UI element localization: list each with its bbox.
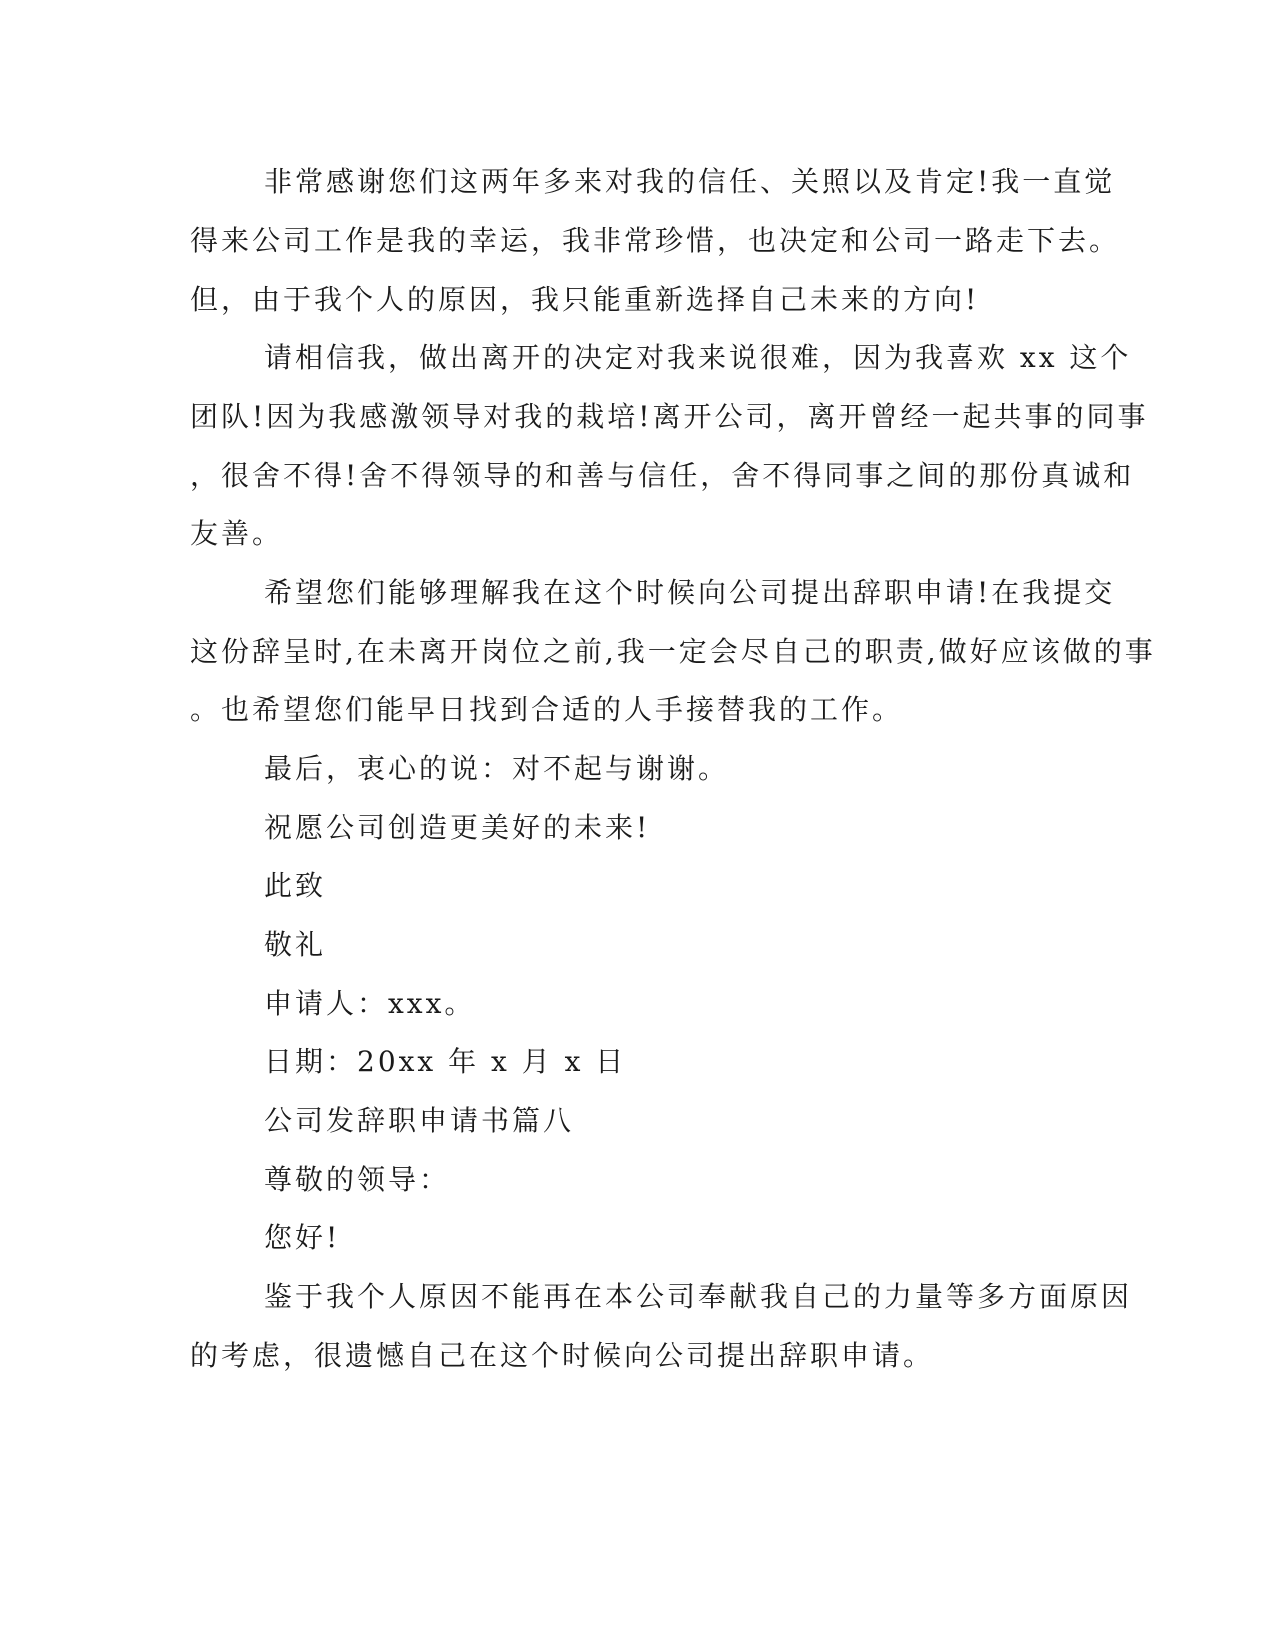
applicant-line: 申请人：xxx。 <box>264 987 476 1020</box>
paragraph-2-line-4: 友善。 <box>190 517 284 550</box>
closing-thanks: 最后，衷心的说：对不起与谢谢。 <box>264 752 730 785</box>
paragraph-3-line-3: 。也希望您们能早日找到合适的人手接替我的工作。 <box>190 693 904 726</box>
salutation-cizhi: 此致 <box>264 869 327 902</box>
paragraph-2-line-1: 请相信我，做出离开的决定对我来说很难，因为我喜欢 xx 这个 <box>264 341 1132 374</box>
greeting-leader: 尊敬的领导： <box>264 1163 451 1196</box>
paragraph-2-line-3: ，很舍不得!舍不得领导的和善与信任，舍不得同事之间的那份真诚和 <box>190 459 1135 492</box>
salutation-jingli: 敬礼 <box>264 928 327 961</box>
closing-wish: 祝愿公司创造更美好的未来! <box>264 811 651 844</box>
section-heading: 公司发辞职申请书篇八 <box>264 1104 575 1137</box>
final-paragraph-line-1: 鉴于我个人原因不能再在本公司奉献我自己的力量等多方面原因 <box>264 1280 1133 1313</box>
paragraph-3-line-2: 这份辞呈时,在未离开岗位之前,我一定会尽自己的职责,做好应该做的事 <box>190 635 1156 668</box>
paragraph-2-line-2: 团队!因为我感激领导对我的栽培!离开公司，离开曾经一起共事的同事 <box>190 400 1149 433</box>
paragraph-3-line-1: 希望您们能够理解我在这个时候向公司提出辞职申请!在我提交 <box>264 576 1116 609</box>
final-paragraph-line-2: 的考虑，很遗憾自己在这个时候向公司提出辞职申请。 <box>190 1339 935 1372</box>
paragraph-1-line-1: 非常感谢您们这两年多来对我的信任、关照以及肯定!我一直觉 <box>264 165 1116 198</box>
date-line: 日期：20xx 年 x 月 x 日 <box>264 1045 627 1078</box>
paragraph-1-line-2: 得来公司工作是我的幸运，我非常珍惜，也决定和公司一路走下去。 <box>190 224 1121 257</box>
greeting-hello: 您好! <box>264 1221 341 1254</box>
paragraph-1-line-3: 但，由于我个人的原因，我只能重新选择自己未来的方向! <box>190 283 980 316</box>
